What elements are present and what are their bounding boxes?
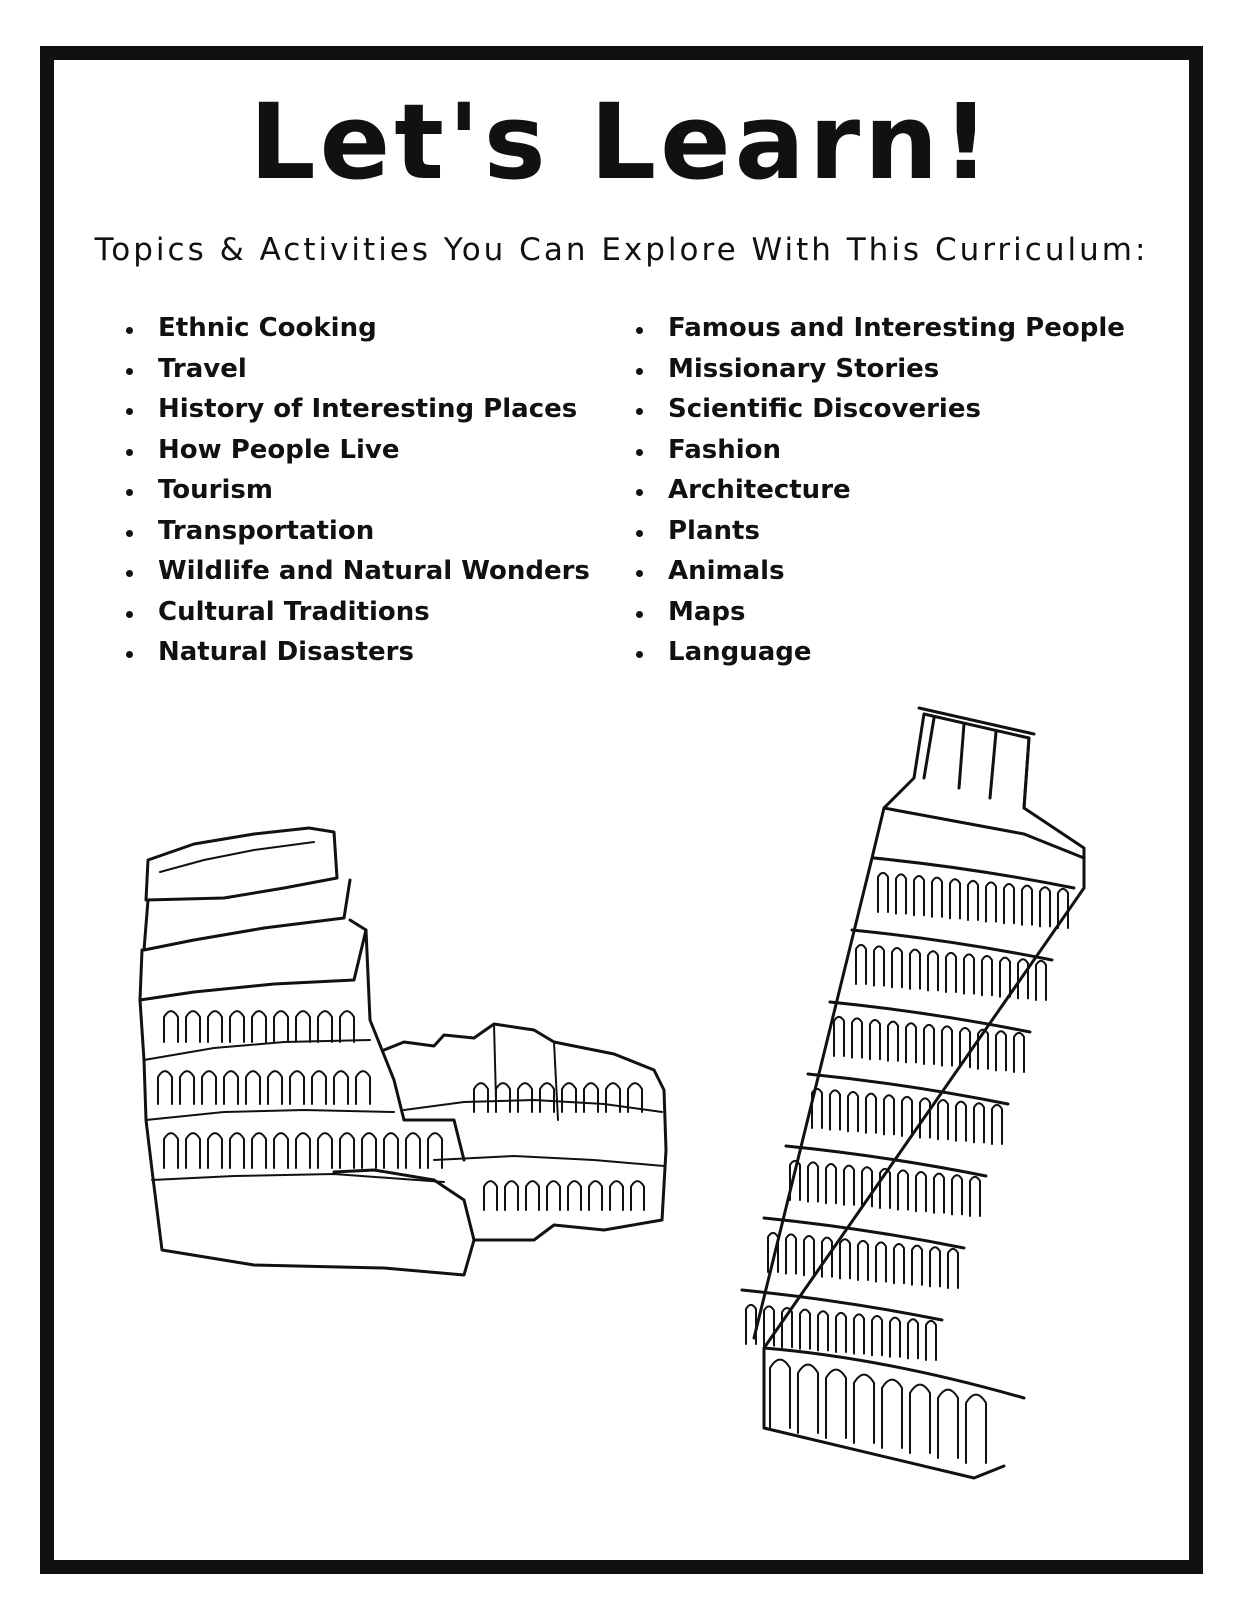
- list-item: [118, 470, 598, 511]
- list-item: [628, 511, 1148, 552]
- bullet-icon: [126, 368, 133, 375]
- list-item: [628, 551, 1148, 592]
- topic-label: Animals: [668, 556, 785, 586]
- topic-label: Language: [668, 637, 812, 667]
- bullet-icon: [636, 530, 643, 537]
- bullet-icon: [126, 408, 133, 415]
- topic-label: How People Live: [158, 434, 400, 465]
- topic-label: Famous and Interesting People: [668, 313, 1125, 343]
- list-item: [118, 430, 598, 471]
- bullet-icon: [126, 327, 133, 334]
- list-item: [118, 308, 598, 349]
- bullet-icon: [126, 651, 133, 658]
- page-border: [40, 46, 1203, 1574]
- topic-label: Natural Disasters: [158, 637, 414, 667]
- topic-label: Missionary Stories: [668, 353, 940, 384]
- bullet-icon: [126, 530, 133, 537]
- bullet-icon: [636, 327, 643, 334]
- bullet-icon: [636, 651, 643, 658]
- topic-label: Tourism: [158, 475, 273, 505]
- list-item: [118, 592, 598, 633]
- bullet-icon: [636, 611, 643, 618]
- topic-label: Transportation: [158, 515, 375, 546]
- bullet-icon: [126, 489, 133, 496]
- bullet-icon: [636, 449, 643, 456]
- list-item: [118, 511, 598, 552]
- page-subtitle: Topics & Activities You Can Explore With This Curriculum:: [94, 232, 1149, 268]
- topic-list-right: [628, 308, 1148, 673]
- bullet-icon: [126, 449, 133, 456]
- list-item: [118, 349, 598, 390]
- topic-label: Travel: [158, 353, 247, 384]
- list-item: [628, 308, 1148, 349]
- topic-label: Wildlife and Natural Wonders: [158, 556, 590, 586]
- list-item: [628, 470, 1148, 511]
- topic-list-left: [118, 308, 598, 673]
- list-item: [118, 389, 598, 430]
- topic-label: Scientific Discoveries: [668, 394, 981, 424]
- bullet-icon: [636, 408, 643, 415]
- list-item: [628, 592, 1148, 633]
- list-item: [628, 349, 1148, 390]
- topic-label: Cultural Traditions: [158, 596, 430, 627]
- bullet-icon: [636, 489, 643, 496]
- list-item: [118, 632, 598, 673]
- list-item: [628, 430, 1148, 471]
- topic-label: History of Interesting Places: [158, 394, 578, 424]
- topic-label: Architecture: [668, 475, 851, 505]
- bullet-icon: [636, 368, 643, 375]
- topic-label: Maps: [668, 596, 746, 627]
- topic-label: Plants: [668, 515, 760, 546]
- topic-label: Fashion: [668, 434, 782, 465]
- bullet-icon: [126, 611, 133, 618]
- bullet-icon: [636, 570, 643, 577]
- list-item: [118, 551, 598, 592]
- topic-label: Ethnic Cooking: [158, 313, 377, 343]
- leaning-tower-of-pisa-drawing: [724, 658, 1094, 1498]
- bullet-icon: [126, 570, 133, 577]
- colosseum-drawing: [134, 820, 674, 1290]
- list-item: [628, 389, 1148, 430]
- page-title: Let's Learn!: [249, 81, 994, 203]
